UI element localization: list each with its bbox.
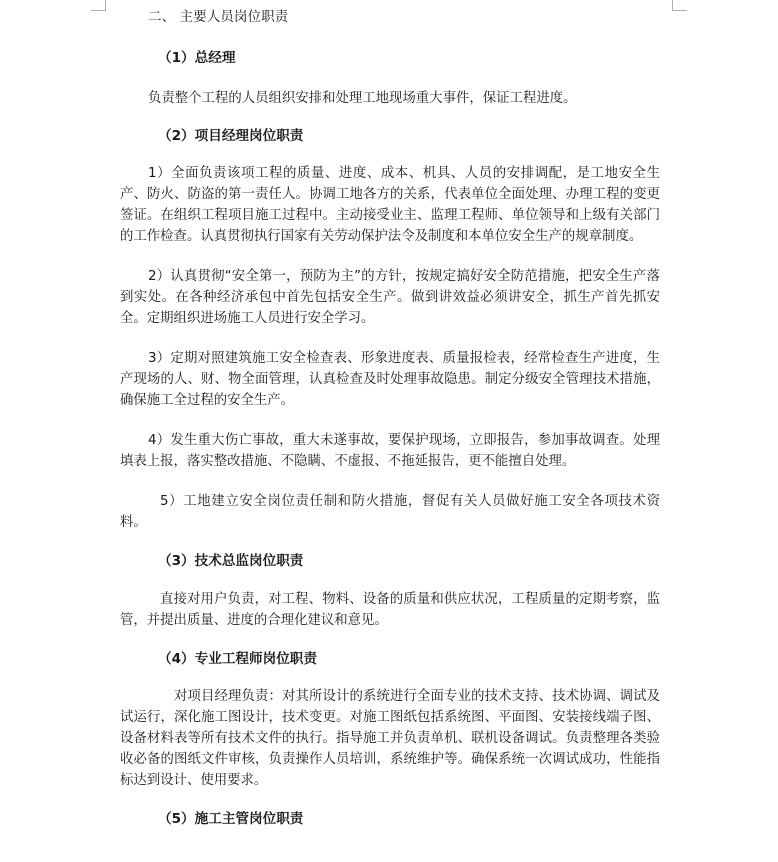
crop-mark-left — [91, 0, 106, 11]
paragraph-professional-engineer: 对项目经理负责：对其所设计的系统进行全面专业的技术支持、技术协调、调试及试运行，深化施工图设计，技术变更。对施工图纸包括系统图、平面图、安装接线端子图、设备材料表等所有技术文件的执行。指导施工并负责单机、联机设备调试。负责整理各类验收必备的图纸文件审核，负责操作人员培训，系统维护等。确保系统一次调试成功，性能指标达到设计、使用要求。 — [120, 689, 660, 788]
document-page — [120, 6, 660, 830]
section-title: 二、 主要人员岗位职责 — [148, 9, 289, 25]
paragraph-pm-item-2: 2）认真贯彻“安全第一，预防为主”的方针，按规定搞好安全防范措施，把安全生产落到实处。在各种经济承包中首先包括安全生产。做到讲效益必须讲安全，抓生产首先抓安全。定期组织进场施工人员进行安全学习。 — [120, 269, 660, 326]
paragraph-pm-item-1: 1）全面负责该项工程的质量、进度、成本、机具、人员的安排调配，是工地安全生产、防火、防盗的第一责任人。协调工地各方的关系，代表单位全面处理、办理工程的变更签证。在组织工程项目施工过程中。主动接受业主、监理工程师、单位领导和上级有关部门的工作检查。认真贯彻执行国家有关劳动保护法令及制度和本单位安全生产的规章制度。 — [120, 166, 660, 244]
paragraph-pm-item-5: 5）工地建立安全岗位责任制和防火措施，督促有关人员做好施工安全各项技术资料。 — [120, 494, 660, 530]
heading-professional-engineer: （4）专业工程师岗位职责 — [158, 651, 317, 667]
heading-general-manager: （1）总经理 — [158, 50, 236, 66]
heading-construction-supervisor: （5）施工主管岗位职责 — [158, 811, 304, 827]
paragraph-pm-item-4: 4）发生重大伤亡事故，重大未遂事故，要保护现场，立即报告，参加事故调查。处理填表上报，落实整改措施、不隐瞒、不虚报、不拖延报告，更不能擅自处理。 — [120, 433, 660, 469]
paragraph-technical-director: 直接对用户负责，对工程、物料、设备的质量和供应状况，工程质量的定期考察，监管，并提出质量、进度的合理化建议和意见。 — [120, 592, 660, 628]
crop-mark-right — [672, 0, 687, 11]
heading-project-manager: （2）项目经理岗位职责 — [158, 128, 304, 144]
paragraph-pm-item-3: 3）定期对照建筑施工安全检查表、形象进度表、质量报检表，经常检查生产进度，生产现场的人、财、物全面管理，认真检查及时处理事故隐患。制定分级安全管理技术措施，确保施工全过程的安全生产。 — [120, 351, 660, 408]
paragraph-general-manager: 负责整个工程的人员组织安排和处理工地现场重大事件，保证工程进度。 — [148, 91, 577, 106]
heading-technical-director: （3）技术总监岗位职责 — [158, 553, 304, 569]
